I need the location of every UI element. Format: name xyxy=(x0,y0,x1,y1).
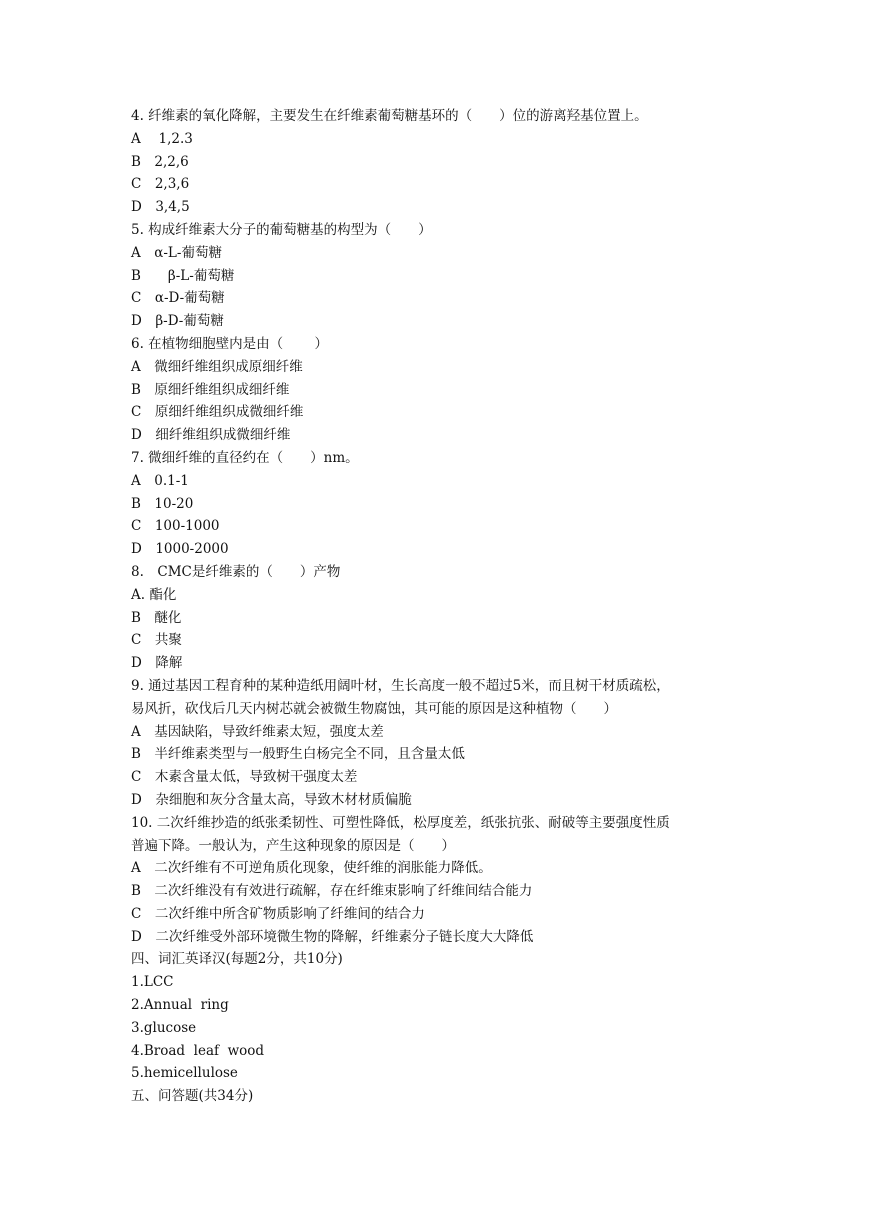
question-9-stem-line-2: 易风折，砍伐后几天内树芯就会被微生物腐蚀，其可能的原因是这种植物（ ） xyxy=(131,700,617,717)
q7-option-b: B 10-20 xyxy=(131,495,194,512)
q9-option-b: B 半纤维素类型与一般野生白杨完全不同，且含量太低 xyxy=(131,746,465,763)
q4-option-d: D 3,4,5 xyxy=(131,199,190,216)
q7-option-c: C 100-1000 xyxy=(131,518,220,535)
q10-option-c: C 二次纤维中所含矿物质影响了纤维间的结合力 xyxy=(131,905,425,922)
q5-option-d: D β-D-葡萄糖 xyxy=(131,313,224,330)
vocab-item-5: 5.hemicellulose xyxy=(131,1065,238,1082)
q6-option-d: D 细纤维组织成微细纤维 xyxy=(131,427,291,444)
question-6-stem: 6. 在植物细胞壁内是由（ ） xyxy=(131,335,328,352)
q10-option-b: B 二次纤维没有有效进行疏解，存在纤维束影响了纤维间结合能力 xyxy=(131,883,533,900)
question-9-stem-line-1: 9. 通过基因工程育种的某种造纸用阔叶材，生长高度一般不超过5米，而且树干材质疏松， xyxy=(131,677,670,694)
q4-option-a: A 1,2.3 xyxy=(131,130,193,147)
q8-option-a: A. 酯化 xyxy=(131,586,177,603)
q6-option-b: B 原细纤维组织成细纤维 xyxy=(131,381,290,398)
question-4-stem: 4. 纤维素的氧化降解，主要发生在纤维素葡萄糖基环的（ ）位的游离羟基位置上。 xyxy=(131,108,648,124)
q10-option-a: A 二次纤维有不可逆角质化现象，使纤维的润胀能力降低。 xyxy=(131,860,492,877)
section-4-heading: 四、词汇英译汉(每题2分，共10分) xyxy=(131,951,343,968)
q8-option-b: B 醚化 xyxy=(131,609,182,626)
q8-option-c: C 共聚 xyxy=(131,632,182,649)
vocab-item-1: 1.LCC xyxy=(131,974,174,991)
q6-option-a: A 微细纤维组织成原细纤维 xyxy=(131,358,303,375)
document-body xyxy=(131,105,741,1108)
q6-option-c: C 原细纤维组织成微细纤维 xyxy=(131,404,304,421)
question-10-stem-line-1: 10. 二次纤维抄造的纸张柔韧性、可塑性降低，松厚度差，纸张抗张、耐破等主要强度性质 xyxy=(131,814,670,831)
q5-option-a: A α-L-葡萄糖 xyxy=(131,244,222,261)
question-8-stem: 8. CMC是纤维素的（ ）产物 xyxy=(131,563,341,580)
q4-option-b: B 2,2,6 xyxy=(131,153,189,170)
question-10-stem-line-2: 普遍下降。一般认为，产生这种现象的原因是（ ） xyxy=(131,837,455,854)
q10-option-d: D 二次纤维受外部环境微生物的降解，纤维素分子链长度大大降低 xyxy=(131,928,534,945)
q8-option-d: D 降解 xyxy=(131,655,183,672)
question-7-stem: 7. 微细纤维的直径约在（ ）nm。 xyxy=(131,449,359,466)
vocab-item-2: 2.Annual ring xyxy=(131,997,229,1014)
vocab-item-4: 4.Broad leaf wood xyxy=(131,1042,265,1059)
q5-option-c: C α-D-葡萄糖 xyxy=(131,290,225,307)
q4-option-c: C 2,3,6 xyxy=(131,176,190,193)
q9-option-a: A 基因缺陷，导致纤维素太短，强度太差 xyxy=(131,723,384,740)
q7-option-a: A 0.1-1 xyxy=(131,472,189,489)
section-5-heading: 五、问答题(共34分) xyxy=(131,1088,254,1105)
q9-option-d: D 杂细胞和灰分含量太高，导致木材材质偏脆 xyxy=(131,791,412,808)
q5-option-b: B β-L-葡萄糖 xyxy=(131,267,235,284)
question-5-stem: 5. 构成纤维素大分子的葡萄糖基的构型为（ ） xyxy=(131,221,432,238)
vocab-item-3: 3.glucose xyxy=(131,1019,197,1036)
q7-option-d: D 1000-2000 xyxy=(131,541,229,558)
q9-option-c: C 木素含量太低，导致树干强度太差 xyxy=(131,769,358,786)
